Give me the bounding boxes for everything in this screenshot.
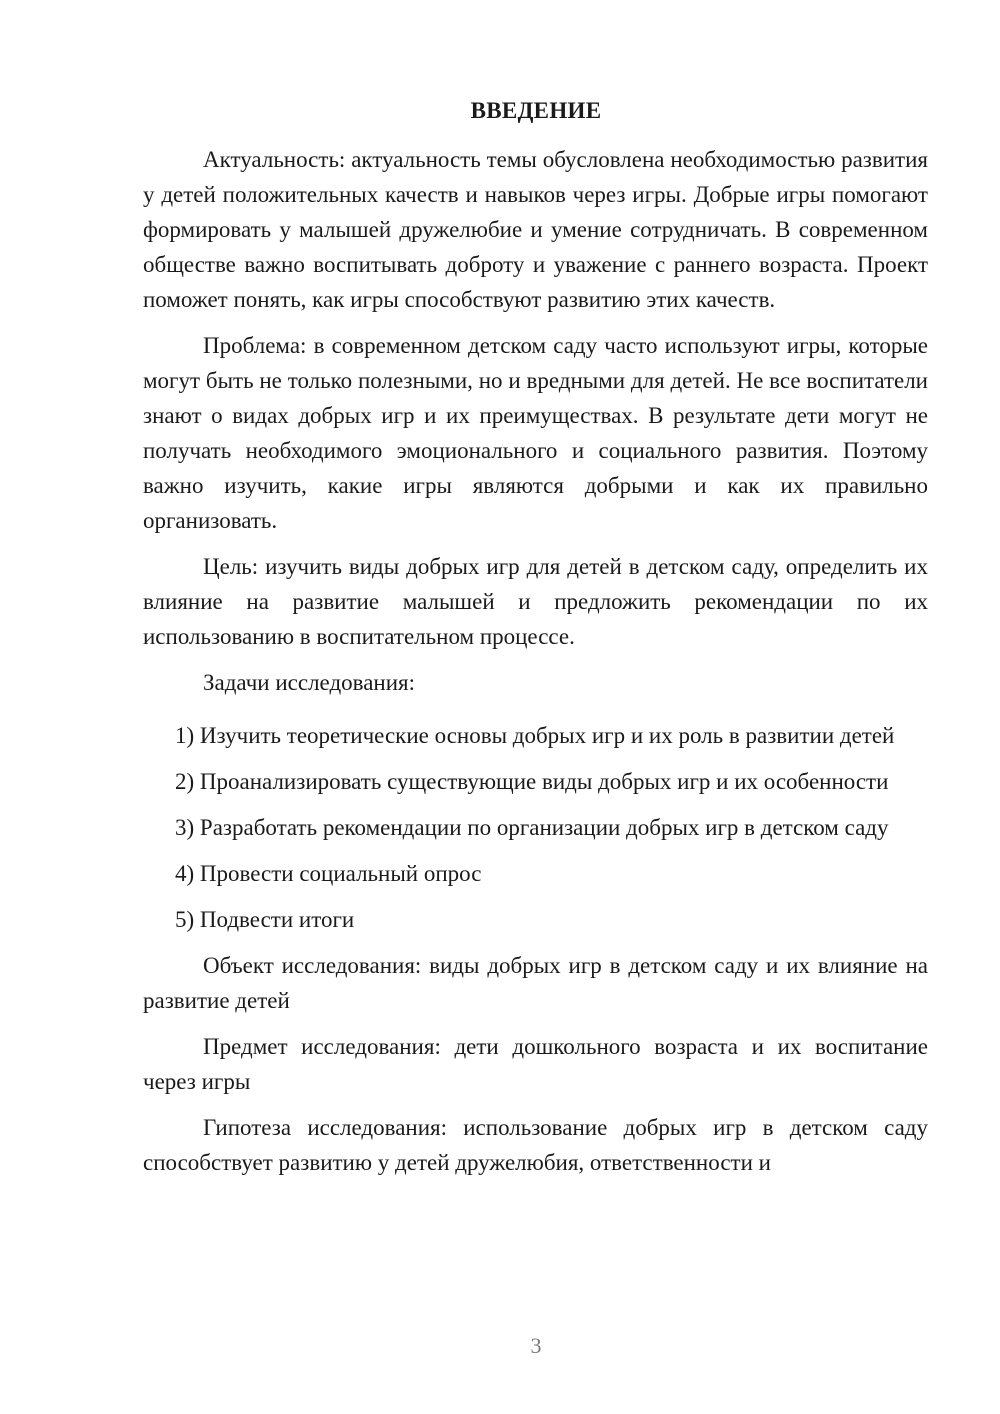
hypothesis-paragraph: Гипотеза исследования: использование добрых игр в детском саду способствует развитию у детей дружелюбия, ответственности и	[143, 1115, 928, 1175]
task-item-3: 3) Разработать рекомендации по организации добрых игр в детском саду	[175, 815, 889, 840]
tasks-heading: Задачи исследования:	[203, 670, 416, 695]
task-item-4: 4) Провести социальный опрос	[175, 861, 482, 886]
goal-paragraph: Цель: изучить виды добрых игр для детей в детском саду, определить их влияние на развитие малышей и предложить рекомендации по их использованию в воспитательном процессе.	[143, 554, 928, 649]
problem-paragraph: Проблема: в современном детском саду часто используют игры, которые могут быть не только полезными, но и вредными для детей. Не все воспитатели знают о видах добрых игр и их преимуществах. В результате дети могут не получать необходимого эмоционального и социального развития. Поэтому важно изучить, какие игры являются добрыми и как их правильно организовать.	[143, 333, 928, 533]
page-number: 3	[530, 1333, 542, 1358]
tasks-list	[143, 718, 928, 937]
task-item-2: 2) Проанализировать существующие виды добрых игр и их особенности	[175, 769, 889, 794]
document-body	[143, 142, 928, 1191]
object-paragraph: Объект исследования: виды добрых игр в детском саду и их влияние на развитие детей	[143, 953, 928, 1013]
subject-paragraph: Предмет исследования: дети дошкольного возраста и их воспитание через игры	[143, 1034, 928, 1094]
section-title: ВВЕДЕНИЕ	[470, 98, 602, 123]
task-item-1: 1) Изучить теоретические основы добрых игр и их роль в развитии детей	[175, 723, 895, 748]
task-item-5: 5) Подвести итоги	[175, 907, 355, 932]
relevance-paragraph: Актуальность: актуальность темы обусловлена необходимостью развития у детей положительных качеств и навыков через игры. Добрые игры помогают формировать у малышей дружелюбие и умение сотрудничать. В современном обществе важно воспитывать доброту и уважение с раннего возраста. Проект поможет понять, как игры способствуют развитию этих качеств.	[143, 147, 928, 312]
